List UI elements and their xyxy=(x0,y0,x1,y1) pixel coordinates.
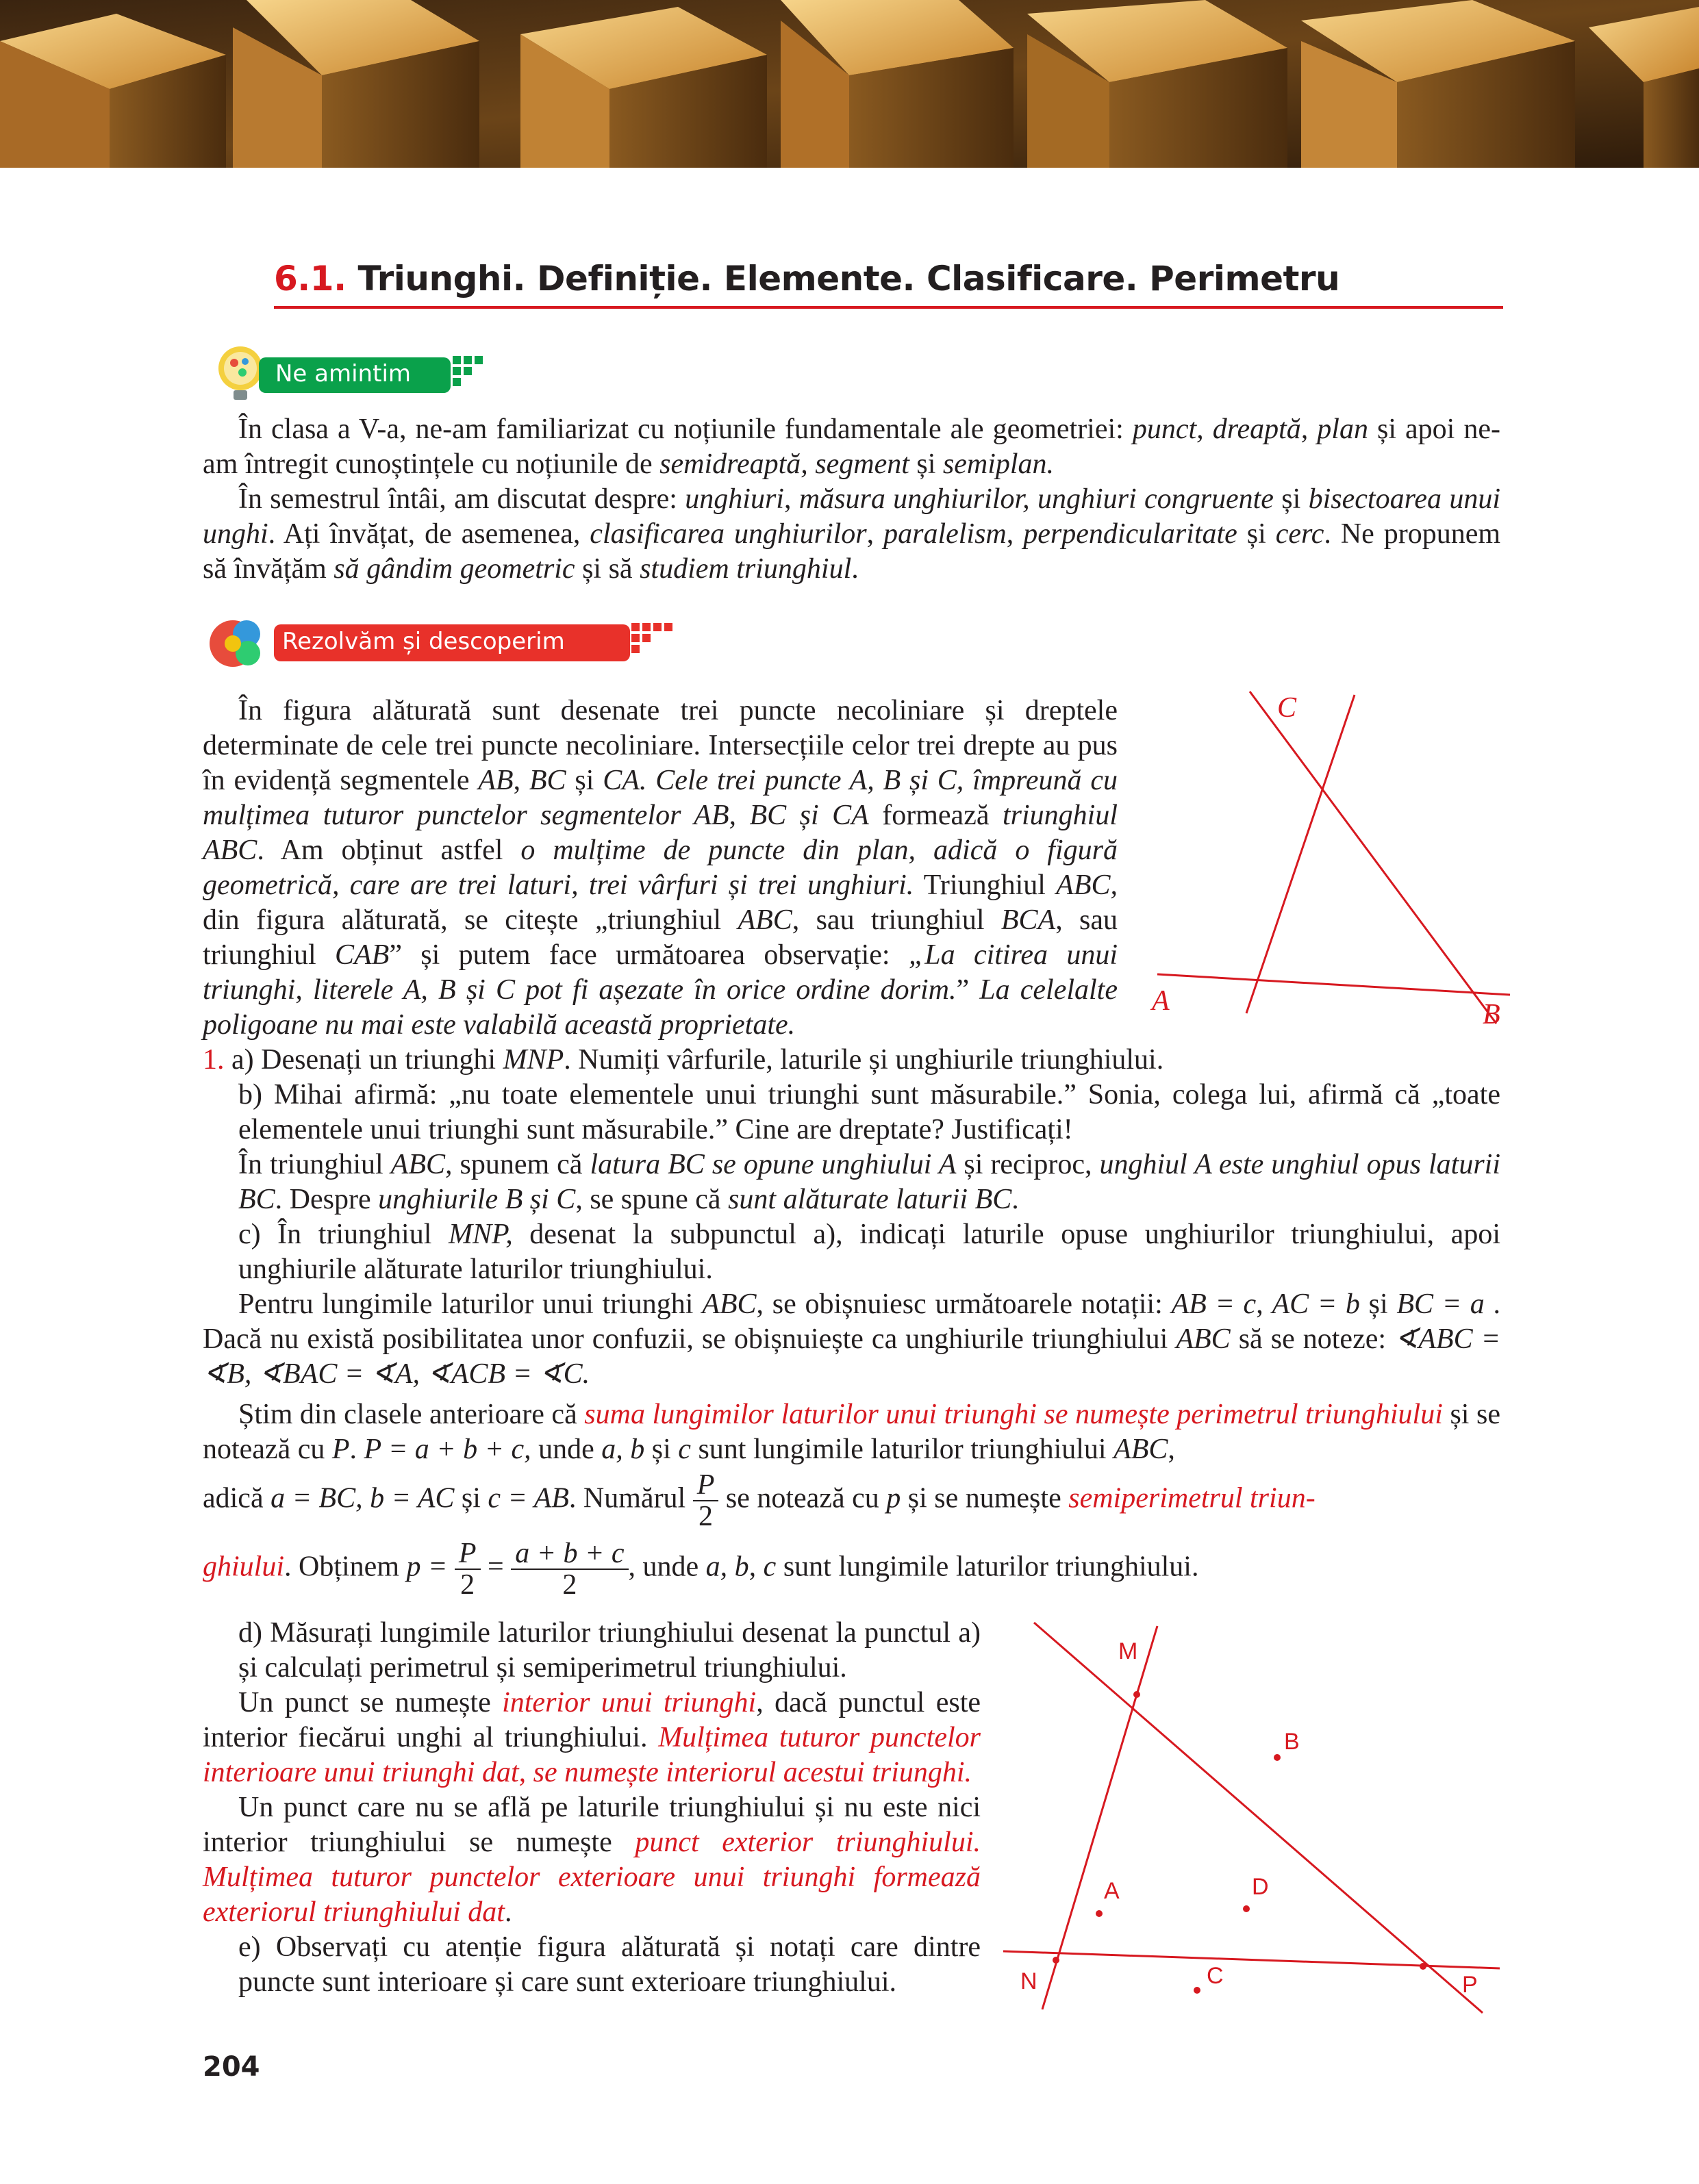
exercise-1d: d) Măsurați lungimile laturilor triunghiului desenat la punctul a) și calculați perimetrul și semiperimetrul triunghiului. xyxy=(238,1617,981,1684)
exercise-1a: 1. a) Desenați un triunghi MNP. Numiți vârfurile, laturile și unghiurile triunghiului. xyxy=(203,1044,1164,1076)
intro-text xyxy=(203,412,1500,587)
semiperimeter-line: adică a = BC, b = AC și c = AB. Numărul $\frac{P}{2}$ se notează cu p și se numește semiperimetrul triun- xyxy=(203,1469,1316,1532)
puzzle-gear-icon xyxy=(205,611,281,676)
squares-decoration-icon xyxy=(453,356,501,390)
exercise-block xyxy=(203,1043,1500,1600)
solve-badge-label: Rezolvăm și descoperim xyxy=(282,628,565,655)
fraction-sum-over-2: $\frac{a + b + c}{2}$ xyxy=(511,1538,628,1600)
section-title-text: Triunghi. Definiție. Elemente. Clasificare. Perimetru xyxy=(357,259,1340,299)
solve-badge xyxy=(205,611,685,676)
exercise-1e: e) Observați cu atenție figura alăturată și notați care dintre puncte sunt interioare și care sunt exterioare triunghiului. xyxy=(238,1931,981,1998)
remember-badge xyxy=(210,342,504,404)
section-title xyxy=(274,259,1339,299)
page-number: 204 xyxy=(203,2051,260,2083)
title-underline xyxy=(274,306,1503,309)
figure2-label-b: B xyxy=(1284,1729,1300,1755)
header-banner-image xyxy=(0,0,1699,168)
perimeter-paragraph: Știm din clasele anterioare că suma lungimilor laturilor unui triunghi se numește perimetrul triunghiului și se notează cu P. P = a + b + c, unde a, b și c sunt lungimile laturilor triunghiului ABC, xyxy=(203,1399,1501,1465)
exterior-definition: Un punct care nu se află pe laturile triunghiului și nu este nici interior triunghiului se numește punct exterior triunghiului. Mulțimea tuturor punctelor exterioare unui triunghi formează exteriorul triunghiului dat. xyxy=(203,1792,981,1928)
figure-triangle-mnp xyxy=(993,1612,1520,2023)
section-number: 6.1. xyxy=(274,259,347,299)
figure2-label-p: P xyxy=(1462,1972,1478,1998)
figure-triangle-abc xyxy=(1137,681,1520,1044)
intro-paragraph-1: În clasa a V-a, ne-am familiarizat cu noțiunile fundamentale ale geometriei: punct, dreaptă, plan și apoi ne-am întregit cunoștințele cu noțiunile de semidreaptă, segment și semiplan. xyxy=(203,414,1500,480)
opposite-angle-note: În triunghiul ABC, spunem că latura BC se opune unghiului A și reciproc, unghiul A este unghiul opus laturii BC. Despre unghiurile B și C, se spune că sunt alăturate laturii BC. xyxy=(238,1149,1501,1215)
figure2-label-m: M xyxy=(1118,1638,1138,1664)
remember-badge-label: Ne amintim xyxy=(275,360,412,388)
discover-text xyxy=(203,694,1118,1043)
squares-decoration-icon xyxy=(631,623,686,657)
notation-paragraph: Pentru lungimile laturilor unui triunghi ABC, se obișnuiesc următoarele notații: AB = c, AC = b și BC = a . Dacă nu există posibilitatea unor confuzii, se obișnuiește ca unghiurile triunghiului ABC să se noteze: ∢ABC = ∢B, ∢BAC = ∢A, ∢ACB = ∢C. xyxy=(203,1288,1501,1390)
exercise-1b: b) Mihai afirmă: „nu toate elementele unui triunghi sunt măsurabile.” Sonia, colega lui, afirmă că „toate elementele unui triunghi sunt măsurabile.” Cine are dreptate? Justificați! xyxy=(238,1079,1500,1145)
figure2-label-a: A xyxy=(1104,1878,1120,1904)
figure1-label-c: C xyxy=(1277,692,1297,724)
figure2-label-c: C xyxy=(1207,1963,1224,1989)
interior-definition: Un punct se numește interior unui triunghi, dacă punctul este interior fiecărui unghi al triunghiului. Mulțimea tuturor punctelor interioare unui triunghi dat, se numește interiorul acestui triunghi. xyxy=(203,1687,981,1788)
fraction-p-over-2-formula: $\frac{P}{2}$ xyxy=(455,1538,481,1600)
figure1-label-a: A xyxy=(1152,985,1170,1017)
figure2-label-d: D xyxy=(1252,1874,1269,1900)
discover-paragraph: În figura alăturată sunt desenate trei puncte necoliniare și dreptele determinate de cele trei puncte necoliniare. Intersecțiile celor trei drepte au pus în evidență segmentele AB, BC și CA. Cele trei puncte A, B și C, împreună cu mulțimea tuturor punctelor segmentelor AB, BC și CA formează triunghiul ABC. Am obținut astfel o mulțime de puncte din plan, adică o figură geometrică, care are trei laturi, trei vârfuri și trei unghiuri. Triunghiul ABC, din figura alăturată, se citește „triunghiul ABC, sau triunghiul BCA, sau triunghiul CAB” și putem face următoarea observație: „La citirea unui triunghi, literele A, B și C pot fi așezate în orice ordine dorim.” La celelalte poligoane nu mai este valabilă această proprietate. xyxy=(203,695,1118,1041)
exercise-1c: c) În triunghiul MNP, desenat la subpunctul a), indicați laturile opuse unghiurilor triunghiului, apoi unghiurile alăturate laturilor triunghiului. xyxy=(238,1219,1500,1285)
fraction-p-over-2: $\frac{P}{2}$ xyxy=(693,1470,719,1532)
intro-paragraph-2: În semestrul întâi, am discutat despre: unghiuri, măsura unghiurilor, unghiuri congruente și bisectoarea unui unghi. Ați învățat, de asemenea, clasificarea unghiurilor, paralelism, perpendicularitate și cerc. Ne propunem să învățăm să gândim geometric și să studiem triunghiul. xyxy=(203,483,1501,585)
interior-exterior-text xyxy=(203,1616,981,2000)
figure1-label-b: B xyxy=(1483,999,1500,1030)
figure2-label-n: N xyxy=(1020,1968,1037,1994)
semiperimeter-formula: ghiului. Obținem p = $\frac{P}{2}$ = $\frac{a + b + c}{2}$ , unde a, b, c sunt lungimile laturilor triunghiului. xyxy=(203,1538,1199,1601)
